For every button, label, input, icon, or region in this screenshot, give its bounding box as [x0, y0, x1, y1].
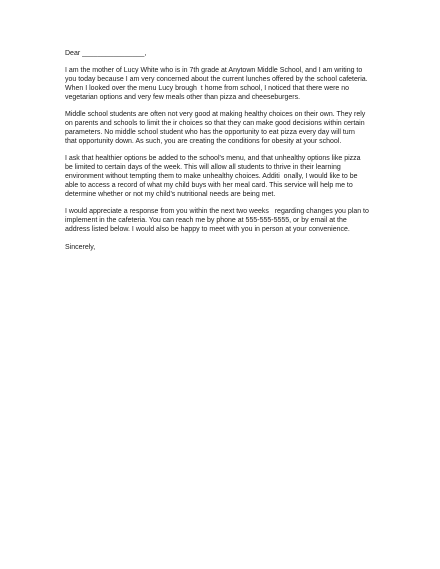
- paragraph-line: determine whether or not my child's nutritional needs are being met.: [65, 190, 276, 198]
- paragraph-line: vegetarian options and very few meals other than pizza and cheeseburgers.: [65, 93, 301, 101]
- paragraph-line: environment without tempting them to make unhealthy choices. Additi onally, I would like to be: [65, 173, 358, 181]
- paragraph-4: [65, 208, 380, 235]
- paragraph-line: I am the mother of Lucy White who is in 7th grade at Anytown Middle School, and I am writing to: [65, 66, 363, 74]
- paragraph-line: able to access a record of what my child buys with her meal card. This service will help me to: [65, 182, 353, 190]
- paragraph-line: I ask that healthier options be added to the school's menu, and that unhealthy options like pizza: [65, 155, 361, 163]
- paragraph-line: be limited to certain days of the week. This will allow all students to thrive in their learning: [65, 164, 341, 172]
- paragraph-line: When I looked over the menu Lucy brough t home from school, I noticed that there were no: [65, 84, 350, 92]
- paragraph-line: parameters. No middle school student who has the opportunity to eat pizza every day will turn: [65, 128, 355, 136]
- paragraph-1: [65, 67, 380, 103]
- paragraph-line: you today because I am very concerned about the current lunches offered by the school cafeteria.: [65, 75, 368, 83]
- paragraph-line: implement in the cafeteria. You can reach me by phone at 555-555-5555, or by email at the: [65, 217, 347, 225]
- paragraph-line: I would appreciate a response from you within the next two weeks regarding changes you plan to: [65, 208, 369, 216]
- paragraph-2: [65, 111, 380, 147]
- letter-body: [65, 50, 380, 253]
- paragraph-line: that opportunity down. As such, you are creating the conditions for obesity at your school.: [65, 137, 342, 145]
- paragraph-line: address listed below. I would also be happy to meet with you in person at your convenience.: [65, 226, 350, 234]
- paragraph-line: on parents and schools to limit the ir choices so that they can make good decisions within certain: [65, 120, 365, 128]
- closing: Sincerely,: [65, 243, 96, 251]
- paragraph-line: Middle school students are often not very good at making healthy choices on their own. They rely: [65, 111, 366, 119]
- salutation: Dear ________________,: [65, 50, 147, 57]
- paragraph-3: [65, 155, 380, 200]
